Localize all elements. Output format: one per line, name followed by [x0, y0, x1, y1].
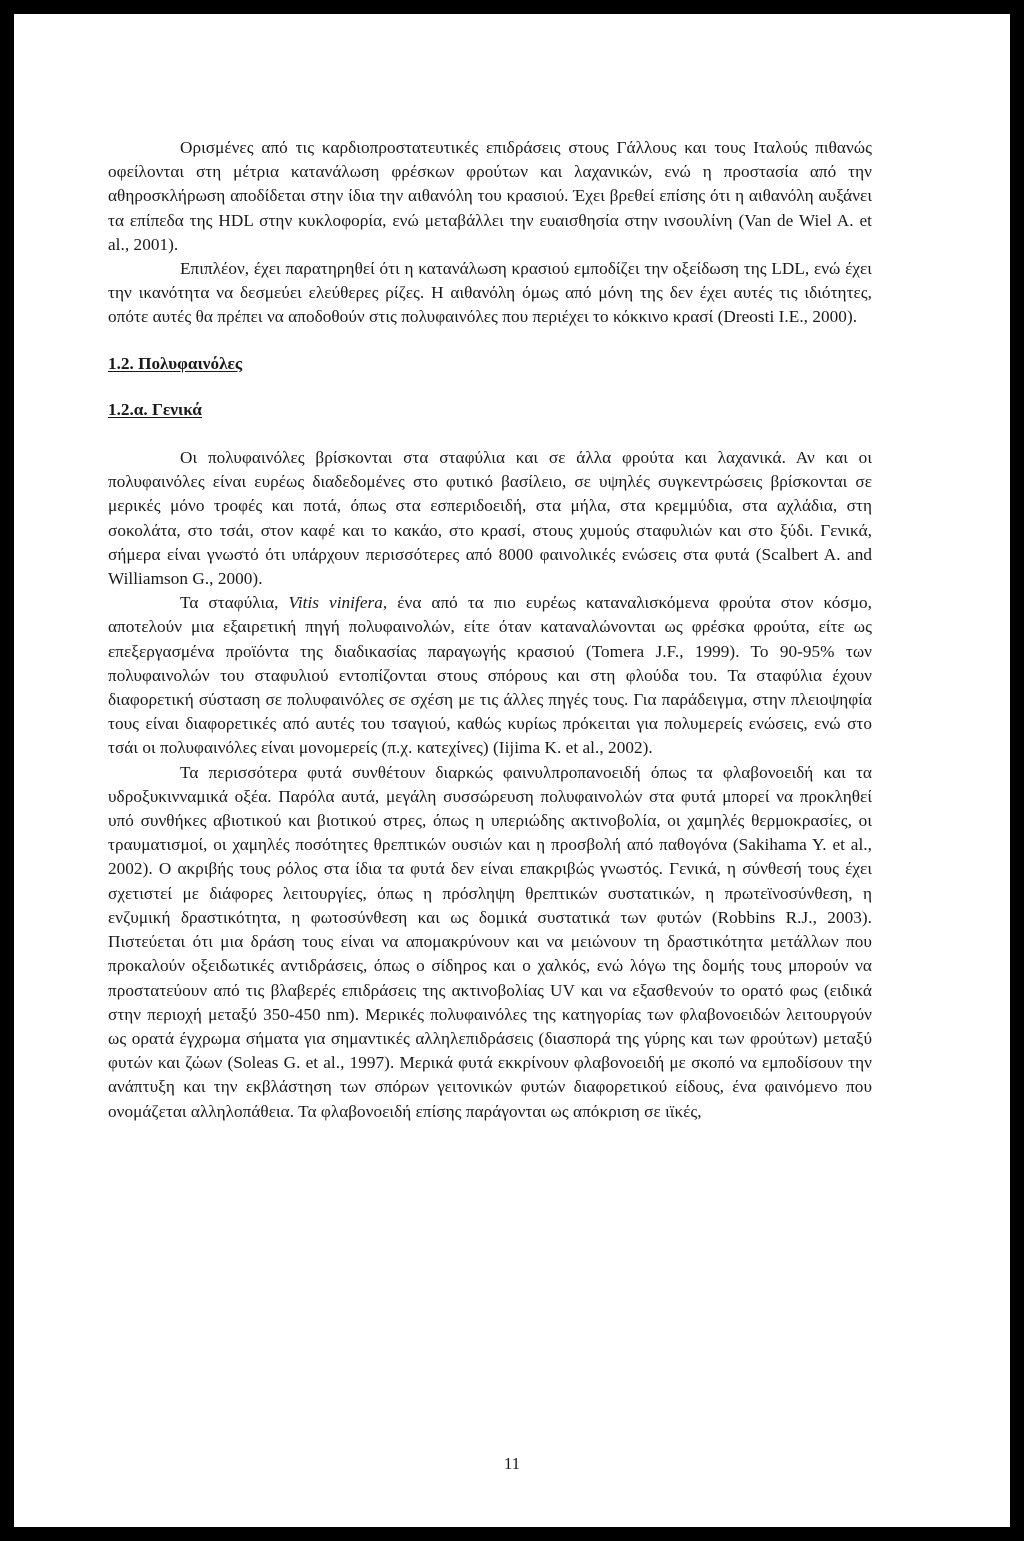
paragraph: Ορισμένες από τις καρδιοπροστατευτικές επιδράσεις στους Γάλλους και τους Ιταλούς πιθανώς οφείλονται στη μέτρια κατανάλωση φρέσκων φρούτων και λαχανικών, ενώ η προστασία από την αθηροσκλήρωση αποδίδεται στην ίδια την αιθανόλη του κρασιού. Έχει βρεθεί επίσης ότι η αιθανόλη αυξάνει τα επίπεδα της HDL στην κυκλοφορία, ενώ μεταβάλλει την ευαισθησία στην ινσουλίνη (Van de Wiel A. et al., 2001). — [108, 138, 872, 254]
species-name: Vitis vinifera — [288, 593, 383, 613]
page-number: 11 — [503, 1454, 521, 1473]
document-page — [14, 14, 1010, 1527]
paragraph-text: Τα σταφύλια, — [180, 593, 289, 613]
section-heading: 1.2. Πολυφαινόλες — [108, 353, 243, 373]
document-body — [108, 136, 872, 1124]
paragraph: Οι πολυφαινόλες βρίσκονται στα σταφύλια και σε άλλα φρούτα και λαχανικά. Αν και οι πολυφαινόλες είναι ευρέως διαδεδομένες στο φυτικό βασίλειο, σε υψηλές συγκεντρώσεις βρίσκονται σε μερικές μόνο τροφές και ποτά, όπως στα εσπεριδοειδή, στα μήλα, στα κρεμμύδια, στα αχλάδια, στη σοκολάτα, στο τσάι, στον καφέ και το κακάο, στο κρασί, στους χυμούς σταφυλιών και στο ξύδι. Γενικά, σήμερα είναι γνωστό ότι υπάρχουν περισσότερες από 8000 φαινολικές ενώσεις στα φυτά (Scalbert A. and Williamson G., 2000). — [108, 448, 872, 589]
paragraph: Επιπλέον, έχει παρατηρηθεί ότι η κατανάλωση κρασιού εμποδίζει την οξείδωση της LDL, ενώ έχει την ικανότητα να δεσμεύει ελεύθερες ρίζες. Η αιθανόλη όμως από μόνη της δεν έχει αυτές τις ιδιότητες, οπότε αυτές θα πρέπει να αποδοθούν στις πολυφαινόλες που περιέχει το κόκκινο κρασί (Dreosti I.E., 2000). — [108, 259, 872, 327]
subsection-heading: 1.2.α. Γενικά — [108, 399, 202, 419]
paragraph-text: , ένα από τα πιο ευρέως καταναλισκόμενα φρούτα στον κόσμο, αποτελούν μια εξαιρετική πηγή πολυφαινολών, είτε όταν καταναλώνονται ως φρέσκα φρούτα, είτε ως επεξεργασμένα προϊόντα της διαδικασίας παραγωγής κρασιού (Tomera J.F., 1999). Το 90-95% των πολυφαινολών του σταφυλιού εντοπίζονται στους σπόρους και στη φλούδα του. Τα σταφύλια έχουν διαφορετική σύσταση σε πολυφαινόλες σε σχέση με τις άλλες πηγές τους. Για παράδειγμα, στην πλειοψηφία τους είναι διαφορετικές από αυτές του τσαγιού, καθώς κυρίως πρόκειται για πολυμερείς ενώσεις, ενώ στο τσάι οι πολυφαινόλες είναι μονομερείς (π.χ. κατεχίνες) (Iijima K. et al., 2002). — [108, 593, 872, 758]
paragraph — [108, 591, 872, 760]
paragraph: Τα περισσότερα φυτά συνθέτουν διαρκώς φαινυλπροπανοειδή όπως τα φλαβονοειδή και τα υδροξυκινναμικά οξέα. Παρόλα αυτά, μεγάλη συσσώρευση πολυφαινολών στα φυτά μπορεί να προκληθεί υπό συνθήκες αβιοτικού και βιοτικού στρες, όπως η υπεριώδης ακτινοβολία, οι χαμηλές θερμοκρασίες, οι τραυματισμοί, οι χαμηλές ποσότητες θρεπτικών ουσιών και η προσβολή από παθογόνα (Sakihama Y. et al., 2002). Ο ακριβής τους ρόλος στα ίδια τα φυτά δεν είναι επακριβώς γνωστός. Γενικά, η σύνθεσή τους έχει σχετιστεί με διάφορες λειτουργίες, όπως η πρόσληψη θρεπτικών συστατικών, η πρωτεϊνοσύνθεση, η ενζυμική δραστικότητα, η φωτοσύνθεση και ως δομικά συστατικά των φυτών (Robbins R.J., 2003). Πιστεύεται ότι μια δράση τους είναι να απομακρύνουν και να μειώνουν τη δραστικότητα μετάλλων που προκαλούν οξειδωτικές αντιδράσεις, όπως ο σίδηρος και ο χαλκός, ενώ λόγω της δομής τους μπορούν να προστατεύουν από τις βλαβερές επιδράσεις της ακτινοβολίας UV και να εξασθενούν το ορατό φως (ειδικά στην περιοχή μεταξύ 350-450 nm). Μερικές πολυφαινόλες της κατηγορίας των φλαβονοειδών λειτουργούν ως ορατά έγχρωμα σήματα για σημαντικές αλληλεπιδράσεις (διασπορά της γύρης και των φρούτων) μεταξύ φυτών και ζώων (Soleas G. et al., 1997). Μερικά φυτά εκκρίνουν φλαβονοειδή με σκοπό να εμποδίσουν την ανάπτυξη και την εκβλάστηση των σπόρων γειτονικών φυτών διαφορετικού είδους, ένα φαινόμενο που ονομάζεται αλληλοπάθεια. Τα φλαβονοειδή επίσης παράγονται ως απόκριση σε ιϊκές, — [108, 762, 872, 1121]
